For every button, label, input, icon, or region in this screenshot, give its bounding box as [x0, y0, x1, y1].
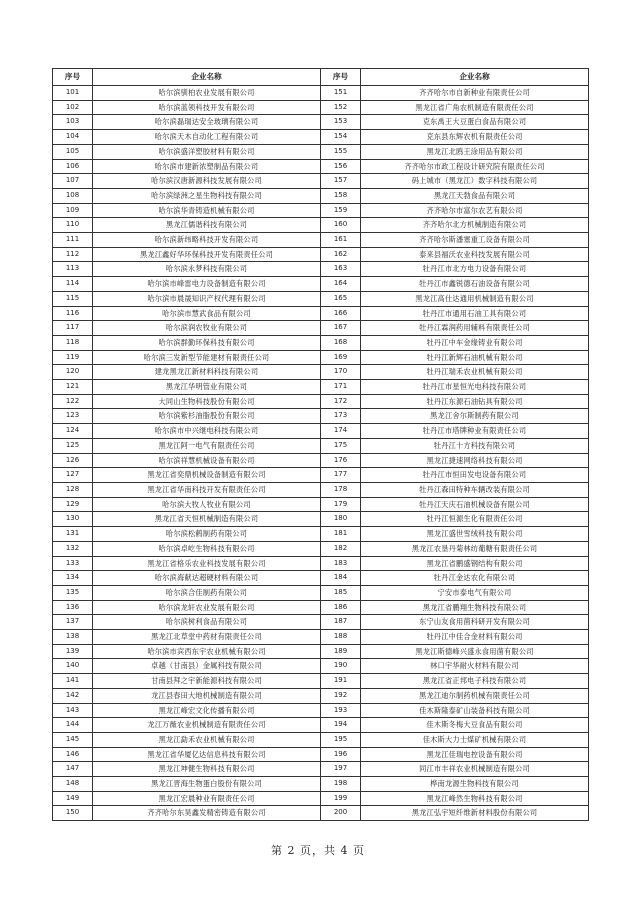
right-num-cell: 190 — [321, 659, 361, 674]
right-name-cell: 齐齐哈尔市自新种业有限责任公司 — [361, 86, 589, 101]
right-num-cell: 192 — [321, 688, 361, 703]
right-num-cell: 152 — [321, 100, 361, 115]
right-name-cell: 黑龙江省正邦电子科技有限公司 — [361, 674, 589, 689]
left-name-cell: 黑龙江坤健生物科技有限公司 — [93, 762, 321, 777]
left-name-cell: 哈尔滨松鹤制药有限公司 — [93, 527, 321, 542]
left-name-cell: 哈尔滨海献达超硬材料有限公司 — [93, 571, 321, 586]
right-num-cell: 197 — [321, 762, 361, 777]
right-num-cell: 183 — [321, 556, 361, 571]
right-num-cell: 165 — [321, 291, 361, 306]
left-name-cell: 哈尔滨卓屹生物科技有限公司 — [93, 541, 321, 556]
right-name-cell: 牡丹江市鑫锐德石油设备有限公司 — [361, 277, 589, 292]
right-name-cell: 黑龙江天勃食品有限公司 — [361, 188, 589, 203]
left-name-cell: 哈尔滨绿洲之星生物科技有限公司 — [93, 188, 321, 203]
left-num-cell: 103 — [53, 115, 93, 130]
right-num-cell: 158 — [321, 188, 361, 203]
left-name-cell: 黑龙江儒谐科技有限公司 — [93, 218, 321, 233]
left-num-cell: 135 — [53, 585, 93, 600]
right-num-cell: 184 — [321, 571, 361, 586]
right-name-cell: 牡丹江市恒田发电设备有限公司 — [361, 468, 589, 483]
left-num-cell: 125 — [53, 438, 93, 453]
right-name-cell: 黑龙江省鹏盛钢结构有限公司 — [361, 556, 589, 571]
table-row — [53, 541, 589, 556]
left-num-cell: 105 — [53, 144, 93, 159]
right-name-cell: 林口宇华耐火材料有限公司 — [361, 659, 589, 674]
table-row — [53, 159, 589, 174]
right-name-cell: 同江市丰祥农业机械制造有限公司 — [361, 762, 589, 777]
left-name-cell: 黑龙江省奕鼎机械设备制造有限公司 — [93, 468, 321, 483]
right-name-cell: 牡丹江霖润药用辅料有限责任公司 — [361, 321, 589, 336]
right-name-cell: 黑龙江农垦丹菊林纺葡糖有限责任公司 — [361, 541, 589, 556]
left-name-cell: 哈尔滨天木自动化工程有限公司 — [93, 130, 321, 145]
left-num-cell: 108 — [53, 188, 93, 203]
right-num-cell: 156 — [321, 159, 361, 174]
left-name-cell: 哈尔滨汉唐新源科技发展有限公司 — [93, 174, 321, 189]
enterprise-table — [52, 68, 589, 821]
left-name-cell: 甘南县拜之宇新能源科技有限公司 — [93, 674, 321, 689]
right-num-cell: 178 — [321, 482, 361, 497]
left-num-cell: 106 — [53, 159, 93, 174]
table-row — [53, 203, 589, 218]
right-name-cell: 牡丹江瑞禾农业机械有限公司 — [361, 365, 589, 380]
table-row — [53, 556, 589, 571]
left-num-cell: 123 — [53, 409, 93, 424]
left-name-cell: 哈尔滨树利食品有限公司 — [93, 615, 321, 630]
left-name-cell: 大同山生物科技股份有限公司 — [93, 394, 321, 409]
left-num-cell: 139 — [53, 644, 93, 659]
left-num-cell: 147 — [53, 762, 93, 777]
table-row — [53, 630, 589, 645]
header-right-name: 企业名称 — [361, 69, 589, 86]
table-row — [53, 527, 589, 542]
left-name-cell: 哈尔滨驯柏农业发展有限公司 — [93, 86, 321, 101]
left-name-cell: 哈尔滨群勤环保科技有限公司 — [93, 335, 321, 350]
left-name-cell: 哈尔滨龙轩农业发展有限公司 — [93, 600, 321, 615]
right-name-cell: 黑龙江北鸥王涂用品有限公司 — [361, 144, 589, 159]
right-num-cell: 157 — [321, 174, 361, 189]
left-num-cell: 121 — [53, 380, 93, 395]
left-num-cell: 124 — [53, 424, 93, 439]
left-num-cell: 107 — [53, 174, 93, 189]
table-row — [53, 438, 589, 453]
right-num-cell: 186 — [321, 600, 361, 615]
left-name-cell: 黑龙江宏晨种业有限责任公司 — [93, 791, 321, 806]
left-num-cell: 138 — [53, 630, 93, 645]
right-name-cell: 齐齐哈尔北方机械制造有限公司 — [361, 218, 589, 233]
table-row — [53, 350, 589, 365]
table-row — [53, 394, 589, 409]
header-left-num: 序号 — [53, 69, 93, 86]
right-num-cell: 174 — [321, 424, 361, 439]
left-num-cell: 137 — [53, 615, 93, 630]
right-name-cell: 牡丹江中佳合金材料有限公司 — [361, 630, 589, 645]
right-num-cell: 164 — [321, 277, 361, 292]
left-name-cell: 哈尔滨蓝领科技开发有限公司 — [93, 100, 321, 115]
right-name-cell: 黑龙江迪尔制药机械有限责任公司 — [361, 688, 589, 703]
table-row — [53, 86, 589, 101]
right-name-cell: 黑龙江省鹏翔生物科技有限公司 — [361, 600, 589, 615]
table-row — [53, 380, 589, 395]
right-num-cell: 168 — [321, 335, 361, 350]
right-num-cell: 160 — [321, 218, 361, 233]
left-num-cell: 149 — [53, 791, 93, 806]
right-name-cell: 桦南龙源生物科技有限公司 — [361, 777, 589, 792]
right-num-cell: 170 — [321, 365, 361, 380]
right-name-cell: 牡丹江金达农化有限公司 — [361, 571, 589, 586]
table-row — [53, 144, 589, 159]
table-row — [53, 777, 589, 792]
left-name-cell: 哈尔滨合佳制药有限公司 — [93, 585, 321, 600]
right-num-cell: 159 — [321, 203, 361, 218]
page-footer: 第 2 页，共 4 页 — [271, 844, 365, 857]
left-num-cell: 136 — [53, 600, 93, 615]
right-name-cell: 牡丹江中车金缘铸业有限公司 — [361, 335, 589, 350]
left-name-cell: 卓越（甘南县）金属科技有限公司 — [93, 659, 321, 674]
left-num-cell: 150 — [53, 806, 93, 821]
table-row — [53, 674, 589, 689]
left-name-cell: 哈尔滨润农牧业有限公司 — [93, 321, 321, 336]
right-num-cell: 153 — [321, 115, 361, 130]
left-name-cell: 龙江万薇农业机械制造有限责任公司 — [93, 718, 321, 733]
right-name-cell: 黑龙江弘宇短纤维新材料股份有限公司 — [361, 806, 589, 821]
right-name-cell: 克东禹王大豆蛋白食品有限公司 — [361, 115, 589, 130]
table-row — [53, 130, 589, 145]
left-name-cell: 黑龙江阿一电气有限责任公司 — [93, 438, 321, 453]
left-num-cell: 148 — [53, 777, 93, 792]
table-row — [53, 497, 589, 512]
table-row — [53, 468, 589, 483]
right-name-cell: 齐齐哈尔市政工程设计研究院有限责任公司 — [361, 159, 589, 174]
table-row — [53, 718, 589, 733]
left-name-cell: 哈尔滨市中兴继电科技有限公司 — [93, 424, 321, 439]
right-num-cell: 175 — [321, 438, 361, 453]
left-num-cell: 146 — [53, 747, 93, 762]
left-num-cell: 101 — [53, 86, 93, 101]
table-row — [53, 791, 589, 806]
left-num-cell: 132 — [53, 541, 93, 556]
right-num-cell: 173 — [321, 409, 361, 424]
table-row — [53, 482, 589, 497]
right-num-cell: 200 — [321, 806, 361, 821]
left-num-cell: 116 — [53, 306, 93, 321]
left-name-cell: 哈尔滨市慧武食品有限公司 — [93, 306, 321, 321]
right-name-cell: 黑龙江峰然生物科技有限公司 — [361, 791, 589, 806]
table-row — [53, 365, 589, 380]
left-name-cell: 哈尔滨磊瑞达安全玻璃有限公司 — [93, 115, 321, 130]
right-name-cell: 佳木斯大力士煤矿机械有限公司 — [361, 732, 589, 747]
left-name-cell: 黑龙江省格乐农业科技发展有限公司 — [93, 556, 321, 571]
table-row — [53, 615, 589, 630]
table-row — [53, 277, 589, 292]
left-name-cell: 哈尔滨三发新型节能建材有限责任公司 — [93, 350, 321, 365]
left-name-cell: 黑龙江勐禾农业机械有限公司 — [93, 732, 321, 747]
left-num-cell: 115 — [53, 291, 93, 306]
right-name-cell: 牡丹江恒源生化有限责任公司 — [361, 512, 589, 527]
table-row — [53, 571, 589, 586]
left-name-cell: 龙江县春田大地机械制造有限公司 — [93, 688, 321, 703]
left-num-cell: 131 — [53, 527, 93, 542]
left-num-cell: 126 — [53, 453, 93, 468]
left-num-cell: 141 — [53, 674, 93, 689]
left-num-cell: 118 — [53, 335, 93, 350]
left-name-cell: 黑龙江华明管业有限公司 — [93, 380, 321, 395]
right-name-cell: 宁安市泰电气有限公司 — [361, 585, 589, 600]
table-row — [53, 644, 589, 659]
right-name-cell: 黑龙江盛世雪绒科技有限公司 — [361, 527, 589, 542]
right-name-cell: 佳木斯隆泰矿山装备科技有限公司 — [361, 703, 589, 718]
right-num-cell: 179 — [321, 497, 361, 512]
table-row — [53, 174, 589, 189]
right-num-cell: 195 — [321, 732, 361, 747]
right-num-cell: 188 — [321, 630, 361, 645]
right-num-cell: 199 — [321, 791, 361, 806]
right-name-cell: 牡丹江新辉石油机械有限公司 — [361, 350, 589, 365]
left-num-cell: 122 — [53, 394, 93, 409]
header-left-name: 企业名称 — [93, 69, 321, 86]
header-right-num: 序号 — [321, 69, 361, 86]
right-num-cell: 162 — [321, 247, 361, 262]
right-num-cell: 198 — [321, 777, 361, 792]
right-num-cell: 194 — [321, 718, 361, 733]
left-num-cell: 129 — [53, 497, 93, 512]
right-name-cell: 牡丹江市塔牌种业有限责任公司 — [361, 424, 589, 439]
table-row — [53, 688, 589, 703]
left-num-cell: 130 — [53, 512, 93, 527]
right-name-cell: 牡丹江东源石油钻具有限公司 — [361, 394, 589, 409]
left-name-cell: 黑龙江省华南科技开发有限责任公司 — [93, 482, 321, 497]
right-name-cell: 牡丹江市北方电力设备有限公司 — [361, 262, 589, 277]
table-row — [53, 321, 589, 336]
left-num-cell: 117 — [53, 321, 93, 336]
right-name-cell: 牡丹江森田特种车辆改装有限公司 — [361, 482, 589, 497]
right-num-cell: 155 — [321, 144, 361, 159]
left-name-cell: 哈尔滨紫杉油脂股份有限公司 — [93, 409, 321, 424]
right-num-cell: 182 — [321, 541, 361, 556]
left-num-cell: 113 — [53, 262, 93, 277]
table-row — [53, 600, 589, 615]
left-num-cell: 144 — [53, 718, 93, 733]
left-name-cell: 黑龙江省天恒机械制造有限公司 — [93, 512, 321, 527]
table-row — [53, 233, 589, 248]
right-name-cell: 齐齐哈尔市富尔农艺有限公司 — [361, 203, 589, 218]
left-num-cell: 142 — [53, 688, 93, 703]
table-row — [53, 262, 589, 277]
right-num-cell: 193 — [321, 703, 361, 718]
right-num-cell: 163 — [321, 262, 361, 277]
left-num-cell: 140 — [53, 659, 93, 674]
left-name-cell: 黑龙江北草堂中药材有限责任公司 — [93, 630, 321, 645]
table-row — [53, 306, 589, 321]
right-name-cell: 黑龙江斯德峰兴盛永食用菌有限公司 — [361, 644, 589, 659]
right-num-cell: 166 — [321, 306, 361, 321]
right-num-cell: 185 — [321, 585, 361, 600]
table-row — [53, 762, 589, 777]
right-name-cell: 牡丹江市通用石油工具有限公司 — [361, 306, 589, 321]
left-name-cell: 哈尔滨市建新浓塑制品有限公司 — [93, 159, 321, 174]
left-name-cell: 哈尔滨祥慧机械设备有限公司 — [93, 453, 321, 468]
table-row — [53, 806, 589, 821]
left-name-cell: 黑龙江省华厦亿达信息科技有限公司 — [93, 747, 321, 762]
right-num-cell: 196 — [321, 747, 361, 762]
left-name-cell: 哈尔滨盛洋塑胶材料有限公司 — [93, 144, 321, 159]
table-row — [53, 424, 589, 439]
left-name-cell: 哈尔滨市宾西东宇农业机械有限公司 — [93, 644, 321, 659]
right-name-cell: 牡丹江市星恒光电科技有限公司 — [361, 380, 589, 395]
left-name-cell: 哈尔滨新纬略科技开发有限公司 — [93, 233, 321, 248]
document-page — [52, 68, 588, 821]
right-name-cell: 码上城市（黑龙江）数字科技有限公司 — [361, 174, 589, 189]
right-name-cell: 牡丹江十方科技有限公司 — [361, 438, 589, 453]
left-num-cell: 127 — [53, 468, 93, 483]
table-row — [53, 512, 589, 527]
left-num-cell: 114 — [53, 277, 93, 292]
left-num-cell: 120 — [53, 365, 93, 380]
right-name-cell: 东宁山友食用菌科研开发有限公司 — [361, 615, 589, 630]
table-row — [53, 100, 589, 115]
left-num-cell: 112 — [53, 247, 93, 262]
right-num-cell: 167 — [321, 321, 361, 336]
left-num-cell: 104 — [53, 130, 93, 145]
left-name-cell: 哈尔滨永梦科技有限公司 — [93, 262, 321, 277]
left-num-cell: 111 — [53, 233, 93, 248]
right-num-cell: 161 — [321, 233, 361, 248]
table-row — [53, 218, 589, 233]
right-name-cell: 黑龙江舍尔斯制药有限公司 — [361, 409, 589, 424]
table-row — [53, 409, 589, 424]
table-row — [53, 115, 589, 130]
right-num-cell: 172 — [321, 394, 361, 409]
right-name-cell: 佳木斯冬梅大豆食品有限公司 — [361, 718, 589, 733]
table-row — [53, 453, 589, 468]
table-row — [53, 291, 589, 306]
table-row — [53, 247, 589, 262]
left-name-cell: 建龙黑龙江新材料科技有限公司 — [93, 365, 321, 380]
right-num-cell: 151 — [321, 86, 361, 101]
left-name-cell: 齐齐哈尔东昊鑫发精密铸造有限公司 — [93, 806, 321, 821]
right-name-cell: 黑龙江佳瑞电控设备有限公司 — [361, 747, 589, 762]
right-name-cell: 泰来县福沃农业科技发展有限公司 — [361, 247, 589, 262]
right-name-cell: 齐齐哈尔斯潘塞重工设备有限公司 — [361, 233, 589, 248]
right-num-cell: 181 — [321, 527, 361, 542]
right-name-cell: 黑龙江省广角农机制造有限责任公司 — [361, 100, 589, 115]
left-num-cell: 109 — [53, 203, 93, 218]
left-num-cell: 143 — [53, 703, 93, 718]
table-header-row — [53, 69, 589, 86]
left-name-cell: 哈尔滨华青铸造机械有限公司 — [93, 203, 321, 218]
table-row — [53, 747, 589, 762]
left-num-cell: 128 — [53, 482, 93, 497]
left-num-cell: 119 — [53, 350, 93, 365]
right-name-cell: 黑龙江捷速网络科技有限公司 — [361, 453, 589, 468]
right-num-cell: 176 — [321, 453, 361, 468]
left-num-cell: 102 — [53, 100, 93, 115]
right-name-cell: 黑龙江高仕达通用机械制造有限公司 — [361, 291, 589, 306]
right-name-cell: 牡丹江天庆石油机械设备有限公司 — [361, 497, 589, 512]
left-name-cell: 哈尔滨市峰雷电力设备制造有限公司 — [93, 277, 321, 292]
left-name-cell: 黑龙江晋海生物蛋白股份有限公司 — [93, 777, 321, 792]
left-name-cell: 哈尔滨市晨晟知识产权代理有限公司 — [93, 291, 321, 306]
left-num-cell: 134 — [53, 571, 93, 586]
right-num-cell: 191 — [321, 674, 361, 689]
left-name-cell: 黑龙江峰宏文化传播有限公司 — [93, 703, 321, 718]
left-num-cell: 133 — [53, 556, 93, 571]
right-num-cell: 187 — [321, 615, 361, 630]
left-num-cell: 145 — [53, 732, 93, 747]
right-num-cell: 189 — [321, 644, 361, 659]
right-name-cell: 克东县东辉农机有限责任公司 — [361, 130, 589, 145]
right-num-cell: 154 — [321, 130, 361, 145]
table-body — [53, 86, 589, 821]
left-num-cell: 110 — [53, 218, 93, 233]
table-row — [53, 585, 589, 600]
left-name-cell: 黑龙江鑫好华环保科技开发有限责任公司 — [93, 247, 321, 262]
table-row — [53, 703, 589, 718]
right-num-cell: 169 — [321, 350, 361, 365]
table-row — [53, 659, 589, 674]
table-row — [53, 732, 589, 747]
right-num-cell: 171 — [321, 380, 361, 395]
left-name-cell: 哈尔滨大牧人牧业有限公司 — [93, 497, 321, 512]
right-num-cell: 177 — [321, 468, 361, 483]
table-row — [53, 335, 589, 350]
table-row — [53, 188, 589, 203]
right-num-cell: 180 — [321, 512, 361, 527]
